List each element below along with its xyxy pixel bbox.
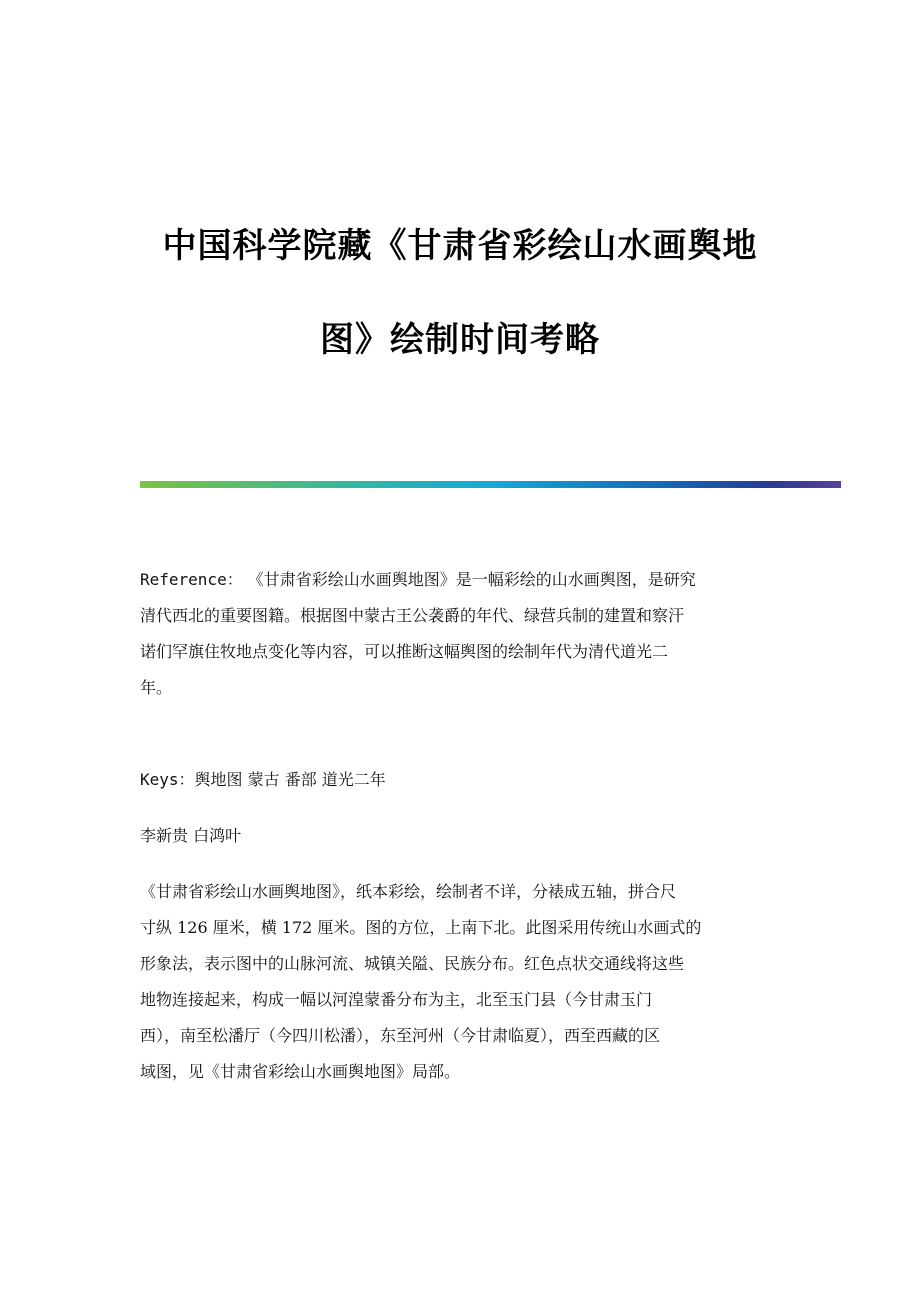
reference-text-1: 《甘肃省彩绘山水画舆地图》是一幅彩绘的山水画舆图，是研究 (242, 570, 696, 589)
body-line-3: 形象法，表示图中的山脉河流、城镇关隘、民族分布。红色点状交通线将这些 (140, 954, 685, 973)
reference-line-3: 诺们罕旗住牧地点变化等内容，可以推断这幅舆图的绘制年代为清代道光二 (140, 642, 669, 661)
body-line-1: 《甘肃省彩绘山水画舆地图》，纸本彩绘，绘制者不详，分裱成五轴，拼合尺 (140, 882, 677, 901)
reference-line-1 (140, 562, 780, 598)
authors-paragraph (140, 818, 780, 854)
reference-label: Reference： (140, 570, 243, 589)
document-title-line-1: 中国科学院藏《甘肃省彩绘山水画舆地 (162, 226, 758, 266)
body-line-6: 域图，见《甘肃省彩绘山水画舆地图》局部。 (140, 1062, 461, 1081)
document-title-line-2: 图》绘制时间考略 (320, 320, 600, 360)
reference-paragraph (140, 562, 780, 706)
body-line-4: 地物连接起来，构成一幅以河湟蒙番分布为主，北至玉门县（今甘肃玉门 (140, 990, 653, 1009)
reference-line-2: 清代西北的重要图籍。根据图中蒙古王公袭爵的年代、绿营兵制的建置和察汗 (140, 606, 685, 625)
reference-line-4: 年。 (140, 678, 173, 697)
keywords-line (140, 762, 780, 798)
body-line-2: 寸纵 126 厘米，横 172 厘米。图的方位，上南下北。此图采用传统山水画式的 (140, 918, 702, 937)
authors-line: 李新贵 白鸿叶 (140, 826, 242, 845)
gradient-divider (140, 481, 841, 488)
keywords-paragraph (140, 762, 780, 798)
body-line-5: 西），南至松潘厅（今四川松潘），东至河州（今甘肃临夏），西至西藏的区 (140, 1026, 661, 1045)
keywords-text: 舆地图 蒙古 番部 道光二年 (194, 770, 386, 789)
keywords-label: Keys： (140, 770, 195, 789)
body-paragraph (140, 874, 780, 1090)
